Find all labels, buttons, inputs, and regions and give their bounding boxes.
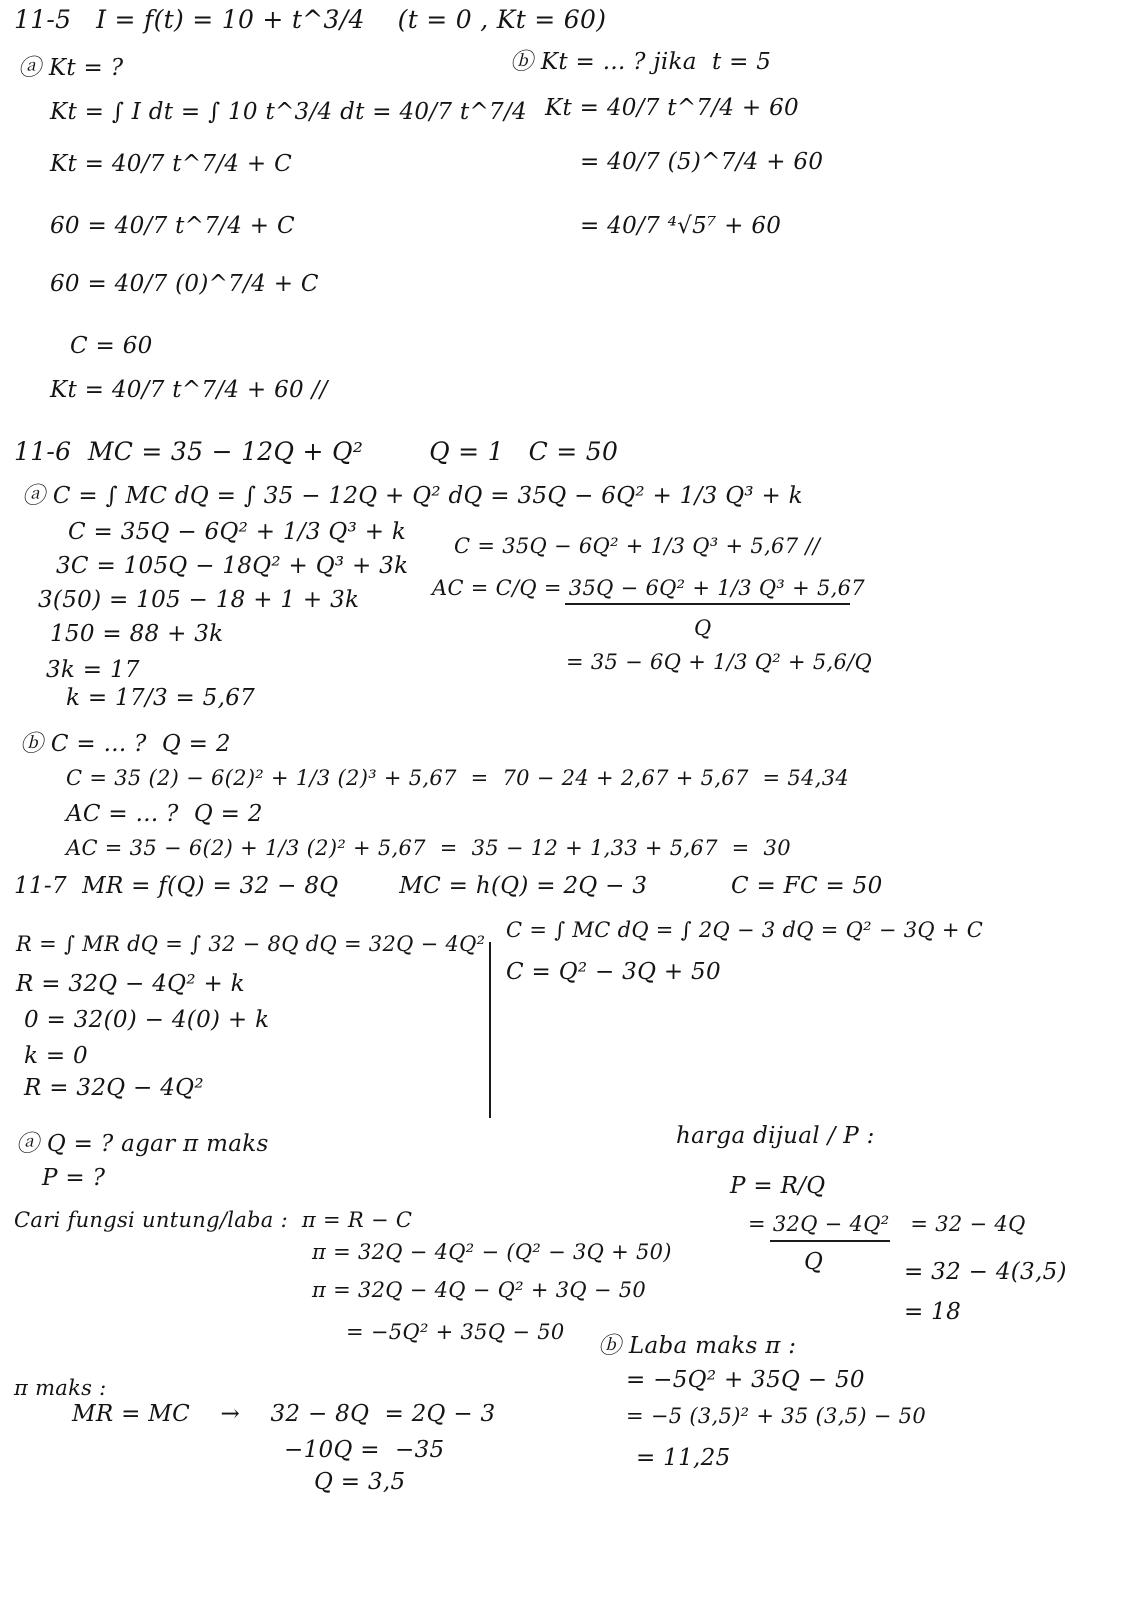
s6-b-line: AC = ... ? Q = 2 — [66, 801, 263, 827]
s7-revenue-line: 0 = 32(0) − 4(0) + k — [24, 1007, 270, 1033]
s7-max-line: −10Q = −35 — [284, 1437, 445, 1463]
s6-header: 11-6 MC = 35 − 12Q + Q² Q = 1 C = 50 — [14, 437, 619, 466]
s7-profit-line: = −5Q² + 35Q − 50 — [346, 1320, 565, 1344]
s6-ac-denominator: Q — [694, 616, 712, 640]
s7-revenue-result: R = 32Q − 4Q² — [24, 1075, 204, 1101]
s7-revenue-line: R = ∫ MR dQ = ∫ 32 − 8Q dQ = 32Q − 4Q² — [16, 932, 486, 956]
s5-a-question: ⓐ Kt = ? — [18, 55, 124, 81]
s6-b-question: ⓑ C = ... ? Q = 2 — [20, 731, 231, 757]
s5-a-line: Kt = ∫ I dt = ∫ 10 t^3/4 dt = 40/7 t^7/4 — [50, 99, 527, 125]
s7-price-result: = 18 — [904, 1299, 962, 1325]
s7-max-result: Q = 3,5 — [314, 1469, 406, 1495]
s6-cost-function: C = 35Q − 6Q² + 1/3 Q³ + 5,67 // — [454, 534, 821, 558]
column-divider — [489, 942, 491, 1118]
s7-price-line: P = R/Q — [730, 1173, 826, 1199]
s5-b-question: ⓑ Kt = ... ? jika t = 5 — [510, 49, 772, 75]
s7-price-line: harga dijual / P : — [676, 1123, 875, 1149]
s7-price-line: = 32Q − 4Q² = 32 − 4Q — [748, 1212, 1026, 1236]
s6-a-line: ⓐ C = ∫ MC dQ = ∫ 35 − 12Q + Q² dQ = 35Q − 6Q² + 1/3 Q³ + k — [22, 483, 803, 509]
s7-profit-line: π = 32Q − 4Q² − (Q² − 3Q + 50) — [312, 1240, 672, 1264]
s5-b-line: = 40/7 ⁴√5⁷ + 60 — [580, 213, 782, 239]
s6-a-line: 3k = 17 — [46, 657, 140, 683]
s6-a-line: 150 = 88 + 3k — [50, 621, 224, 647]
s5-a-line: C = 60 — [70, 333, 153, 359]
fraction-bar — [770, 1240, 890, 1242]
s7-max-line: MR = MC → 32 − 8Q = 2Q − 3 — [72, 1401, 496, 1427]
s5-a-line: 60 = 40/7 (0)^7/4 + C — [50, 271, 319, 297]
s5-a-line: Kt = 40/7 t^7/4 + C — [50, 151, 293, 177]
s7-cost-line: C = ∫ MC dQ = ∫ 2Q − 3 dQ = Q² − 3Q + C — [506, 918, 984, 942]
s5-a-result: Kt = 40/7 t^7/4 + 60 // — [50, 377, 328, 403]
s5-header: 11-5 I = f(t) = 10 + t^3/4 (t = 0 , Kt = 60) — [14, 5, 607, 34]
s7-b-line: = −5Q² + 35Q − 50 — [626, 1367, 865, 1393]
s7-max-line: π maks : — [14, 1376, 107, 1400]
s6-a-line: C = 35Q − 6Q² + 1/3 Q³ + k — [68, 519, 407, 545]
s5-a-line: 60 = 40/7 t^7/4 + C — [50, 213, 295, 239]
s7-b-line: = −5 (3,5)² + 35 (3,5) − 50 — [626, 1404, 926, 1428]
s6-b-line: AC = 35 − 6(2) + 1/3 (2)² + 5,67 = 35 − 12 + 1,33 + 5,67 = 30 — [66, 836, 791, 860]
s6-a-line: 3C = 105Q − 18Q² + Q³ + 3k — [56, 553, 409, 579]
fraction-bar — [565, 603, 850, 605]
s7-price-denominator: Q — [804, 1249, 824, 1275]
s7-b-result: = 11,25 — [636, 1445, 731, 1471]
s6-ac-numerator: AC = C/Q = 35Q − 6Q² + 1/3 Q³ + 5,67 — [432, 576, 865, 600]
s5-b-line: = 40/7 (5)^7/4 + 60 — [580, 149, 824, 175]
s7-a-question: P = ? — [42, 1165, 106, 1191]
s5-b-line: Kt = 40/7 t^7/4 + 60 — [545, 95, 799, 121]
s7-b-question: ⓑ Laba maks π : — [598, 1333, 797, 1359]
s7-cost-line: C = Q² − 3Q + 50 — [506, 959, 721, 985]
s7-profit-line: Cari fungsi untung/laba : π = R − C — [14, 1208, 413, 1232]
s7-price-line: = 32 − 4(3,5) — [904, 1259, 1067, 1285]
s7-a-question: ⓐ Q = ? agar π maks — [16, 1131, 269, 1157]
s6-a-line: k = 17/3 = 5,67 — [66, 685, 256, 711]
s7-header: 11-7 MR = f(Q) = 32 − 8Q MC = h(Q) = 2Q − 3 C = FC = 50 — [14, 873, 883, 899]
s6-a-line: 3(50) = 105 − 18 + 1 + 3k — [38, 587, 360, 613]
s6-ac-result: = 35 − 6Q + 1/3 Q² + 5,6/Q — [566, 650, 873, 674]
s7-profit-line: π = 32Q − 4Q − Q² + 3Q − 50 — [312, 1278, 647, 1302]
s6-b-line: C = 35 (2) − 6(2)² + 1/3 (2)³ + 5,67 = 70 − 24 + 2,67 + 5,67 = 54,34 — [66, 766, 850, 790]
s7-revenue-line: k = 0 — [24, 1043, 88, 1069]
s7-revenue-line: R = 32Q − 4Q² + k — [16, 971, 245, 997]
